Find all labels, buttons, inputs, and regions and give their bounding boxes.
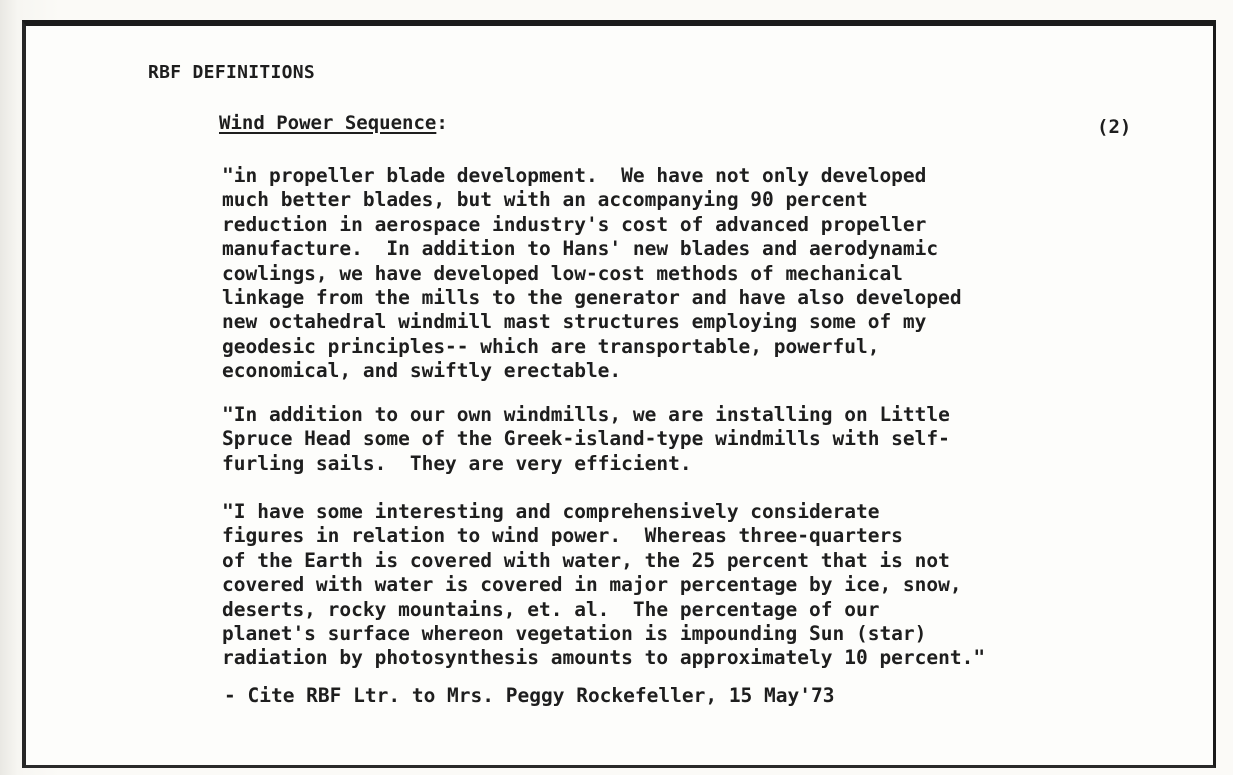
section-title-colon: : bbox=[436, 112, 448, 134]
section-title-text: Wind Power Sequence bbox=[219, 112, 437, 134]
quote-line: radiation by photosynthesis amounts to approximately 10 percent." bbox=[222, 646, 986, 670]
quote-line: new octahedral windmill mast structures employing some of my bbox=[222, 310, 927, 334]
quote-line: "I have some interesting and comprehensively considerate bbox=[222, 500, 880, 523]
quote-paragraph-2 bbox=[222, 403, 950, 476]
quote-paragraph-1 bbox=[222, 164, 962, 384]
section-title bbox=[219, 112, 448, 134]
quote-line: planet's surface whereon vegetation is impounding Sun (star) bbox=[222, 622, 927, 646]
quote-line: of the Earth is covered with water, the 25 percent that is not bbox=[222, 548, 950, 572]
quote-line: reduction in aerospace industry's cost of advanced propeller bbox=[222, 212, 927, 236]
quote-line: economical, and swiftly erectable. bbox=[222, 359, 622, 383]
quote-line: manufacture. In addition to Hans' new blades and aerodynamic bbox=[222, 237, 939, 261]
definition-card bbox=[22, 20, 1216, 768]
quote-line: figures in relation to wind power. Whereas three-quarters bbox=[222, 524, 903, 548]
card-content bbox=[26, 26, 1213, 765]
quote-line: linkage from the mills to the generator and have also developed bbox=[222, 286, 962, 310]
quote-line: Spruce Head some of the Greek-island-type windmills with self- bbox=[222, 427, 950, 451]
citation: - Cite RBF Ltr. to Mrs. Peggy Rockefeller, 15 May'73 bbox=[224, 684, 835, 707]
quote-paragraph-3 bbox=[222, 500, 985, 671]
quote-line: much better blades, but with an accompanying 90 percent bbox=[222, 188, 868, 212]
page-number: (2) bbox=[1097, 116, 1132, 138]
quote-line: covered with water is covered in major percentage by ice, snow, bbox=[222, 573, 962, 597]
quote-line: cowlings, we have developed low-cost methods of mechanical bbox=[222, 261, 903, 285]
quote-line: "In addition to our own windmills, we are installing on Little bbox=[222, 403, 950, 426]
quote-line: "in propeller blade development. We have not only developed bbox=[222, 164, 927, 187]
quote-line: geodesic principles-- which are transportable, powerful, bbox=[222, 334, 880, 358]
page-heading: RBF DEFINITIONS bbox=[148, 62, 316, 83]
quote-line: furling sails. They are very efficient. bbox=[222, 451, 692, 475]
quote-line: deserts, rocky mountains, et. al. The percentage of our bbox=[222, 597, 880, 621]
